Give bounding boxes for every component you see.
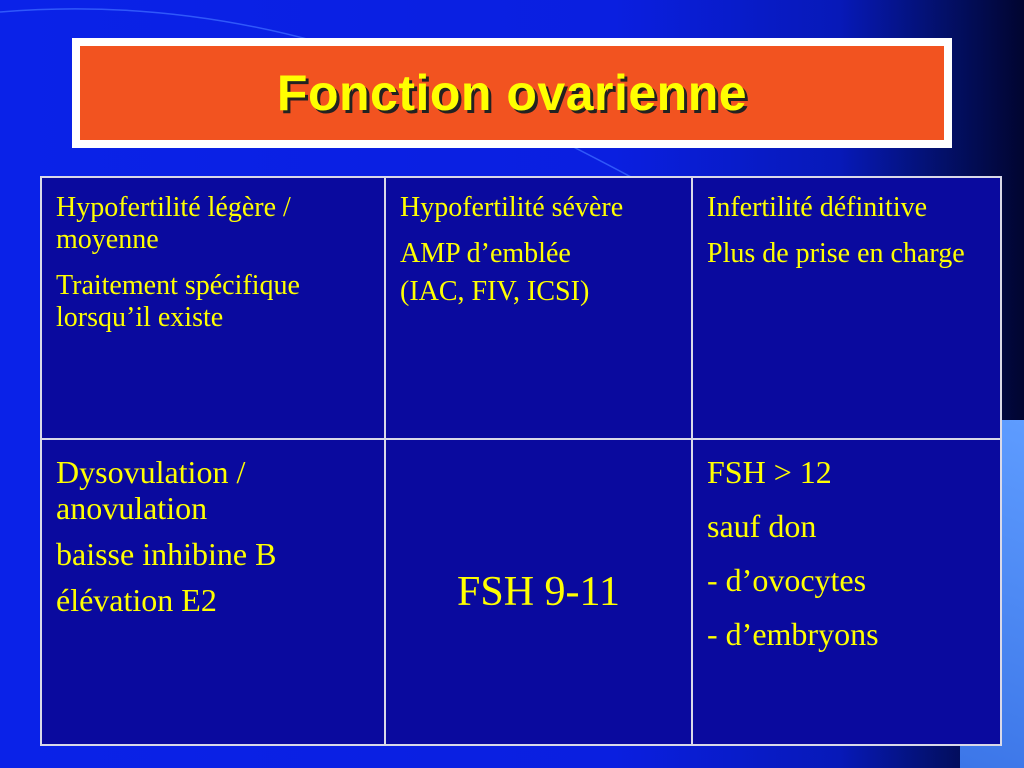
- table-row: [41, 177, 1001, 439]
- cell-text: (IAC, FIV, ICSI): [400, 276, 590, 307]
- cell-text: élévation E2: [56, 582, 217, 618]
- cell-text: baisse inhibine B: [56, 536, 277, 572]
- cell-text: Hypofertilité sévère: [400, 192, 624, 223]
- cell-text: Traitement spécifique lorsqu’il existe: [56, 270, 300, 333]
- table-cell-dysovulation: [41, 439, 385, 745]
- cell-text: - d’ovocytes: [707, 562, 867, 598]
- cell-text: sauf don: [707, 508, 817, 544]
- table-cell-severe-hypofertility: [385, 177, 692, 439]
- cell-text: Infertilité définitive: [707, 192, 928, 223]
- cell-text: - d’embryons: [707, 616, 879, 652]
- cell-text: Hypofertilité légère / moyenne: [56, 192, 291, 255]
- table-row: [41, 439, 1001, 745]
- slide-title: Fonction ovarienne: [276, 65, 748, 121]
- table-cell-definitive-infertility: [692, 177, 1001, 439]
- cell-text: FSH 9-11: [457, 569, 620, 615]
- table-cell-fsh-range: [385, 439, 692, 745]
- table-cell-mild-hypofertility: [41, 177, 385, 439]
- cell-text: FSH > 12: [707, 454, 832, 490]
- cell-text: Plus de prise en charge: [707, 238, 965, 269]
- cell-text: Dysovulation / anovulation: [56, 454, 246, 526]
- title-frame: [72, 38, 952, 148]
- title-box: [80, 46, 944, 140]
- cell-text: AMP d’emblée: [400, 238, 571, 269]
- table-cell-fsh-high: [692, 439, 1001, 745]
- comparison-table: [40, 176, 1002, 746]
